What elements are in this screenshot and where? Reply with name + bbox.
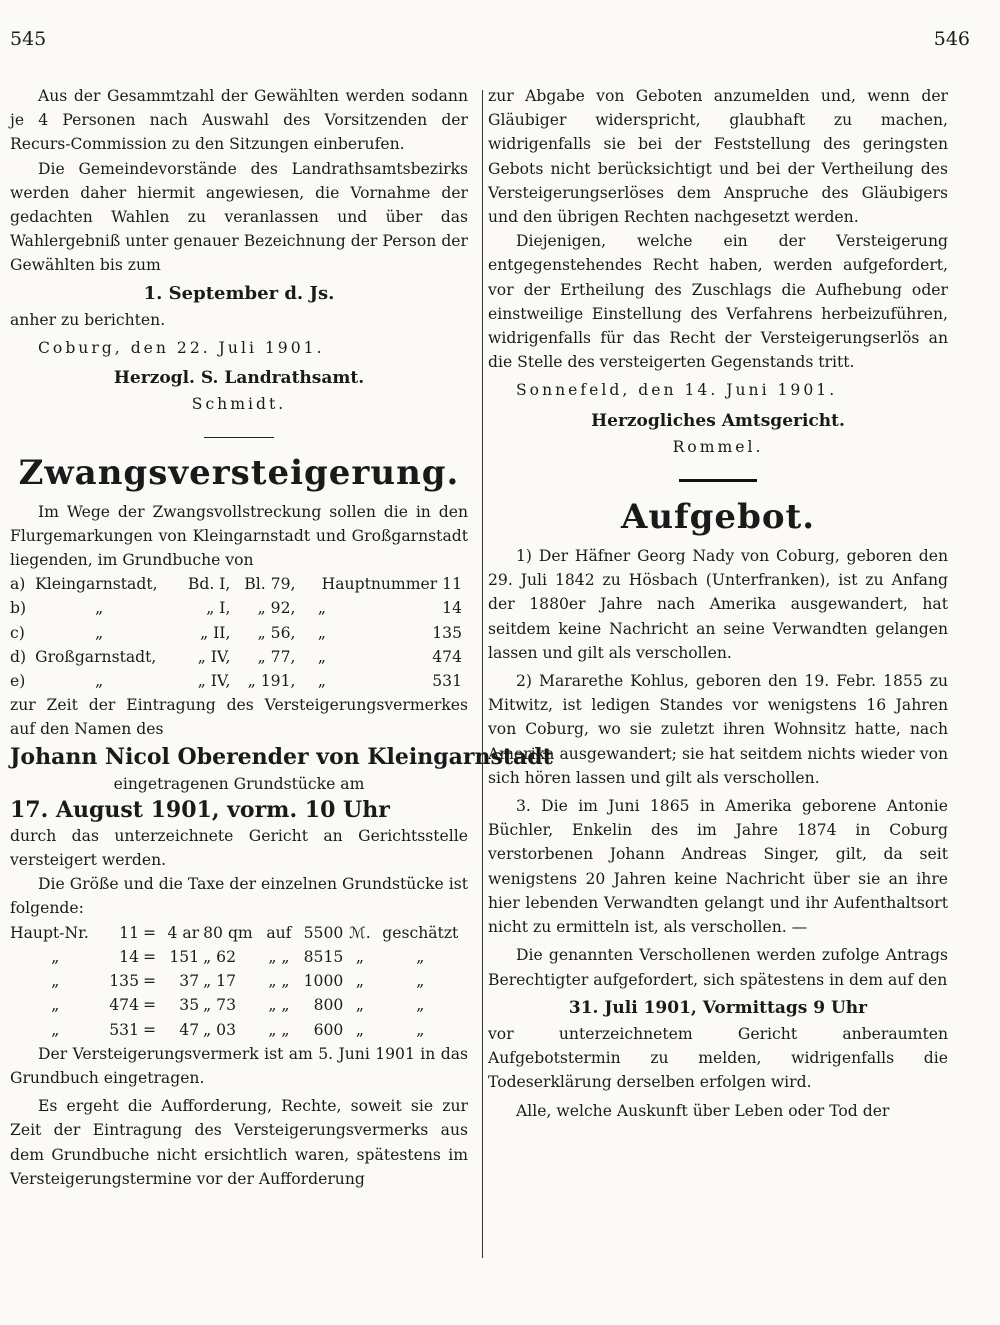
land-register-table [10, 572, 468, 693]
register-haupt-number: 135 [432, 623, 462, 642]
size-ar: 37 [179, 972, 200, 991]
size-eq: = [143, 996, 157, 1015]
size-nr: 14 [119, 947, 139, 966]
size-unit: „ [355, 1020, 364, 1039]
register-bl: „ 92, [257, 599, 296, 618]
list-item: 1) Der Häfner Georg Nady von Coburg, geboren den 29. Juli 1842 zu Hösbach (Unterfranken), ist zu Anfang der 1880er Jahre nach Amerika ausgewandert, hat seitdem keine Nachricht an seine Verwandten gelangen lassen und gilt als verschollen. [488, 547, 948, 662]
size-val: 600 [313, 1020, 344, 1039]
size-ar: 4 ar [167, 923, 200, 942]
paragraph: Die genannten Verschollenen werden zufolge Antrags Berechtigter aufgefordert, sich spätestens in dem auf den [488, 946, 948, 989]
register-letter: c) [10, 623, 25, 642]
register-haupt-number: 14 [442, 599, 462, 618]
list-item: 3. Die im Juni 1865 in Amerika geborene Antonie Büchler, Enkelin des im Jahre 1874 in Coburg verstorbenen Johann Andreas Singer, gilt, da seit wenigstens 20 Jahren keine Nachricht über sie an ihre hier lebenden Verwandten gelangt und ihr Aufenthaltsort nicht zu ermitteln ist, als verschollen. — [488, 797, 948, 937]
size-auf: „ „ [268, 1020, 290, 1039]
register-letter: d) [10, 647, 27, 666]
register-letter: e) [10, 672, 26, 691]
paragraph: Alle, welche Auskunft über Leben oder Tod der [516, 1101, 890, 1120]
place-date: Coburg, den 22. Juli 1901. [38, 339, 325, 358]
auction-date: 17. August 1901, vorm. 10 Uhr [10, 796, 390, 823]
size-row [10, 1018, 468, 1042]
register-bl: „ 191, [247, 672, 296, 691]
register-place: Kleingarnstadt, [35, 575, 158, 594]
size-ar: 47 [179, 1020, 200, 1039]
section-heading: Aufgebot. [620, 497, 816, 538]
register-bd: Bd. I, [187, 575, 231, 594]
register-letter: b) [10, 599, 27, 618]
size-nr: 11 [119, 923, 139, 942]
size-unit: ℳ. [349, 923, 371, 942]
register-bd: „ IV, [197, 647, 231, 666]
signature: Schmidt. [191, 395, 287, 414]
register-haupt-ditto: „ [317, 672, 327, 691]
size-qm: „ 73 [203, 996, 237, 1015]
paragraph: Es ergeht die Aufforderung, Rechte, soweit sie zur Zeit der Eintragung des Versteigerungsvermerks aus dem Grundbuche nicht ersichtlich waren, spätestens im Versteigerungstermine vor der Aufforderung [10, 1097, 468, 1188]
register-haupt-ditto: „ [317, 647, 327, 666]
register-haupt-number: 474 [432, 647, 462, 666]
register-row [10, 596, 468, 620]
size-row [10, 969, 468, 993]
register-bl: „ 56, [257, 623, 296, 642]
size-qm: „ 03 [203, 1020, 237, 1039]
paragraph: zur Abgabe von Geboten anzumelden und, wenn der Gläubiger widerspricht, glaubhaft zu machen, widrigenfalls sie bei der Feststellung des geringsten Gebots nicht berücksichtigt und bei der Vertheilung des Versteigerungserlöses dem Anspruche des Gläubigers und den übrigen Rechten nachgesetzt werden. [488, 87, 948, 227]
size-geschaetzt: „ [416, 1020, 425, 1039]
size-auf: „ „ [268, 972, 290, 991]
size-val: 1000 [303, 972, 344, 991]
authority-name: Herzogliches Amtsgericht. [591, 410, 845, 431]
register-place: „ [95, 672, 104, 691]
paragraph: anher zu berichten. [10, 310, 166, 329]
register-haupt-number: 531 [432, 672, 462, 691]
paragraph: Die Größe und die Taxe der einzelnen Grundstücke ist folgende: [10, 875, 468, 918]
size-auf: auf [266, 923, 292, 942]
register-place: „ [95, 599, 104, 618]
paragraph: Im Wege der Zwangsvollstreckung sollen die in den Flurgemarkungen von Kleingarnstadt und Großgarnstadt liegenden, im Grundbuche von [10, 502, 468, 570]
size-eq: = [143, 923, 157, 942]
size-auf: „ „ [268, 947, 290, 966]
size-unit: „ [355, 972, 364, 991]
size-geschaetzt: „ [416, 996, 425, 1015]
register-haupt: Hauptnummer 11 [321, 575, 462, 594]
paragraph: eingetragenen Grundstücke am [113, 774, 365, 793]
size-eq: = [143, 1020, 157, 1039]
paragraph: Die Gemeindevorstände des Landrathsamtsbezirks werden daher hiermit angewiesen, die Vornahme der gedachten Wahlen zu veranlassen und über das Wahlergebniß unter genauer Bezeichnung der Person der Gewählten bis zum [10, 159, 468, 275]
size-qm: 80 qm [203, 923, 253, 942]
section-heading: Zwangsversteigerung. [18, 452, 460, 493]
size-lead: „ [51, 1020, 60, 1039]
register-letter: a) [10, 575, 26, 594]
section-divider [679, 479, 757, 482]
right-column [488, 84, 948, 1123]
size-lead: „ [51, 996, 60, 1015]
paragraph: Diejenigen, welche ein der Versteigerung entgegenstehendes Recht haben, werden aufgefordert, vor der Ertheilung des Zuschlags die Aufhebung oder einstweilige Einstellung des Verfahrens herbeizuführen, widrigenfalls für das Recht der Versteigerungserlös an die Stelle des versteigerten Gegenstands tritt. [488, 232, 948, 372]
size-unit: „ [355, 947, 364, 966]
size-eq: = [143, 972, 157, 991]
column-divider [482, 90, 483, 1258]
size-val: 800 [313, 996, 344, 1015]
size-nr: 531 [109, 1020, 139, 1039]
size-lead: „ [51, 972, 60, 991]
size-nr: 474 [109, 996, 139, 1015]
size-qm: „ 62 [203, 947, 237, 966]
register-haupt-ditto: „ [317, 599, 327, 618]
page-number-left: 545 [10, 28, 47, 50]
register-row [10, 645, 468, 669]
size-val: 5500 [303, 923, 344, 942]
size-geschaetzt: „ [416, 972, 425, 991]
size-row [10, 945, 468, 969]
register-haupt-ditto: „ [317, 623, 327, 642]
register-bd: „ IV, [197, 672, 231, 691]
owner-name: Johann Nicol Oberender von Kleingarnstadt [10, 743, 553, 770]
section-divider [204, 437, 274, 438]
deadline-date: 1. September d. Js. [143, 282, 335, 304]
register-row [10, 621, 468, 645]
register-place: „ [95, 623, 104, 642]
register-bl: Bl. 79, [244, 575, 296, 594]
size-unit: „ [355, 996, 364, 1015]
paragraph: vor unterzeichnetem Gericht anberaumten Aufgebotstermin zu melden, widrigenfalls die Todeserklärung derselben erfolgen wird. [488, 1024, 948, 1092]
parcel-size-table [10, 921, 468, 1042]
register-place: Großgarnstadt, [35, 647, 157, 666]
register-row [10, 669, 468, 693]
size-nr: 135 [109, 972, 139, 991]
size-geschaetzt: „ [416, 947, 425, 966]
signature: Rommel. [672, 437, 764, 456]
size-val: 8515 [303, 947, 344, 966]
size-ar: 35 [179, 996, 200, 1015]
size-auf: „ „ [268, 996, 290, 1015]
size-row [10, 993, 468, 1017]
size-lead: „ [51, 947, 60, 966]
list-item: 2) Mararethe Kohlus, geboren den 19. Febr. 1855 zu Mitwitz, ist ledigen Standes vor wenigstens 16 Jahren von Coburg, wo sie zuletzt ihren Wohnsitz hatte, nach Amerika ausgewandert; sie hat seitdem nichts wieder von sich hören lassen und gilt als verschollen. [488, 672, 948, 787]
left-column [10, 84, 553, 1191]
authority-name: Herzogl. S. Landrathsamt. [113, 368, 365, 389]
register-bl: „ 77, [257, 647, 296, 666]
size-ar: 151 [169, 947, 200, 966]
paragraph: Der Versteigerungsvermerk ist am 5. Juni 1901 in das Grundbuch eingetragen. [10, 1044, 468, 1087]
size-eq: = [143, 947, 157, 966]
register-bd: „ II, [200, 623, 231, 642]
size-lead: Haupt-Nr. [10, 923, 89, 942]
term-date: 31. Juli 1901, Vormittags 9 Uhr [568, 997, 868, 1018]
register-row [10, 572, 468, 596]
paragraph: durch das unterzeichnete Gericht an Gerichtsstelle versteigert werden. [10, 826, 468, 870]
register-bd: „ I, [206, 599, 231, 618]
paragraph: zur Zeit der Eintragung des Versteigerungsvermerkes auf den Namen des [10, 696, 468, 739]
paragraph: Aus der Gesammtzahl der Gewählten werden sodann je 4 Personen nach Auswahl des Vorsitzenden der Recurs-Commission zu den Sitzungen einberufen. [10, 87, 468, 154]
size-qm: „ 17 [203, 972, 237, 991]
place-date: Sonnefeld, den 14. Juni 1901. [516, 381, 838, 400]
size-row [10, 921, 468, 945]
size-geschaetzt: geschätzt [382, 923, 459, 942]
page-number-right: 546 [933, 28, 970, 50]
